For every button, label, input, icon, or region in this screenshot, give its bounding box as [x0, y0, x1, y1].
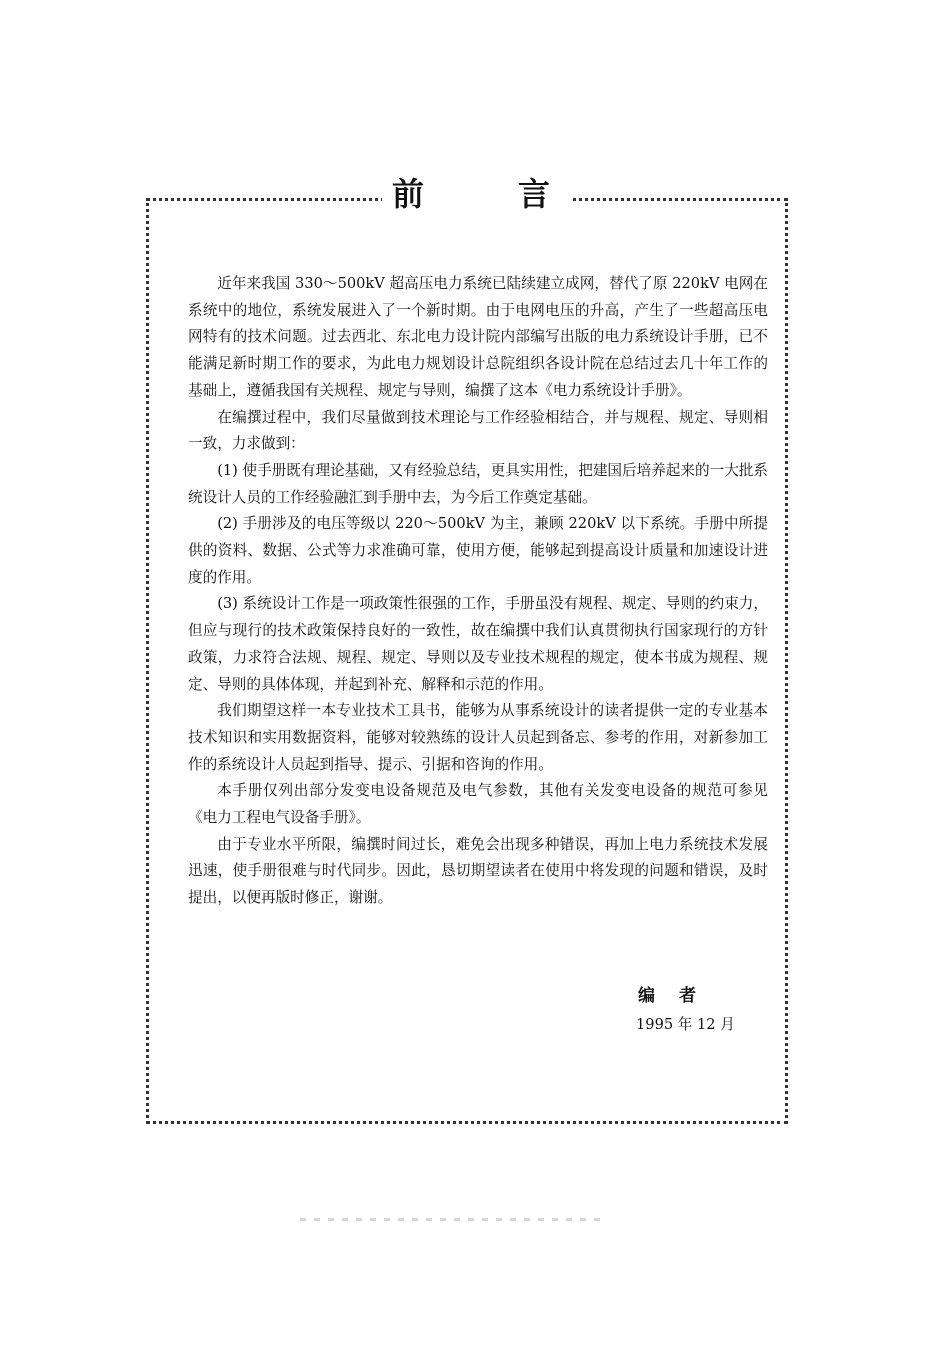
preface-title-char-2: 言: [518, 175, 551, 213]
paragraph: (1) 使手册既有理论基础，又有经验总结，更具实用性，把建国后培养起来的一大批系统设计人员的工作经验融汇到手册中去，为今后工作奠定基础。: [188, 461, 768, 506]
paragraph: 我们期望这样一本专业技术工具书，能够为从事系统设计的读者提供一定的专业基本技术知识和实用数据资料，能够对较熟练的设计人员起到备忘、参考的作用，对新参加工作的系统设计人员起到指导、提示、引据和咨询的作用。: [188, 702, 768, 773]
preface-title-char-1: 前: [392, 175, 425, 213]
paragraph: 近年来我国 330～500kV 超高压电力系统已陆续建立成网，替代了原 220kV 电网在系统中的地位，系统发展进入了一个新时期。由于电网电压的升高，产生了一些超高压电网特有的技术问题。过去西北、东北电力设计院内部编写出版的电力系统设计手册，已不能满足新时期工作的要求，为此电力规划设计总院组织各设计院在总结过去几十年工作的基础上，遵循我国有关规程、规定与导则，编撰了这本《电力系统设计手册》。: [188, 275, 768, 399]
author-signature: 编者: [638, 986, 720, 1006]
paragraph: 在编撰过程中，我们尽量做到技术理论与工作经验相结合，并与规程、规定、导则相一致，力求做到：: [188, 408, 768, 453]
paragraph: 由于专业水平所限，编撰时间过长，难免会出现多种错误，再加上电力系统技术发展迅速，使手册很难与时代同步。因此，恳切期望读者在使用中将发现的问题和错误，及时提出，以便再版时修正，谢谢。: [188, 835, 768, 907]
paragraph: (2) 手册涉及的电压等级以 220～500kV 为主，兼顾 220kV 以下系统。手册中所提供的资料、数据、公式等力求准确可靠，使用方便，能够起到提高设计质量和加速设计进度的作用。: [188, 515, 768, 586]
scan-artifact: [300, 1218, 600, 1221]
paragraph: (3) 系统设计工作是一项政策性很强的工作，手册虽没有规程、规定、导则的约束力，但应与现行的技术政策保持良好的一致性，故在编撰中我们认真贯彻执行国家现行的方针政策，力求符合法规、规程、规定、导则以及专业技术规程的规定，使本书成为规程、规定、导则的具体体现，并起到补充、解释和示范的作用。: [188, 595, 768, 693]
publication-date: 1995 年 12 月: [636, 1016, 735, 1033]
paragraph: 本手册仅列出部分发变电设备规范及电气参数，其他有关发变电设备的规范可参见《电力工程电气设备手册》。: [188, 782, 768, 827]
preface-body: [188, 271, 768, 912]
